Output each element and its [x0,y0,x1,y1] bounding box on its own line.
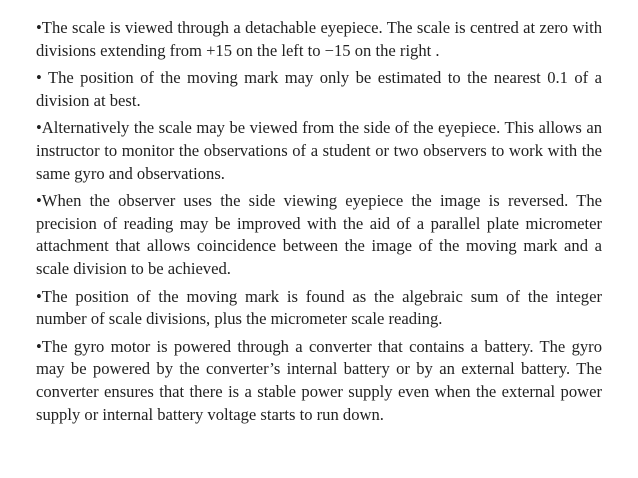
paragraph-micrometer: •When the observer uses the side viewing eyepiece the image is reversed. The precision of reading may be improved with the aid of a parallel plate micrometer attachment that allows coincidence between the image of the moving mark and a scale division to be achieved. [36,191,602,278]
paragraph-scale-eyepiece: •The scale is viewed through a detachable eyepiece. The scale is centred at zero with divisions extending from +15 on the left to −15 on the right . [36,18,602,60]
paragraph-algebraic-sum: •The position of the moving mark is found as the algebraic sum of the integer number of scale divisions, plus the micrometer scale reading. [36,286,602,329]
paragraph-moving-mark-estimate: • The position of the moving mark may only be estimated to the nearest 0.1 of a division at best. [36,68,602,110]
slide-body [36,17,602,431]
paragraph-gyro-motor-power: •The gyro motor is powered through a converter that contains a battery. The gyro may be powered by the converter’s internal battery or by an external battery. The converter ensures that there is a stable power supply even when the external power supply or internal battery voltage starts to run down. [36,336,602,424]
paragraph-side-viewing: •Alternatively the scale may be viewed from the side of the eyepiece. This allows an instructor to monitor the observations of a student or two observers to work with the same gyro and observations. [36,118,602,183]
